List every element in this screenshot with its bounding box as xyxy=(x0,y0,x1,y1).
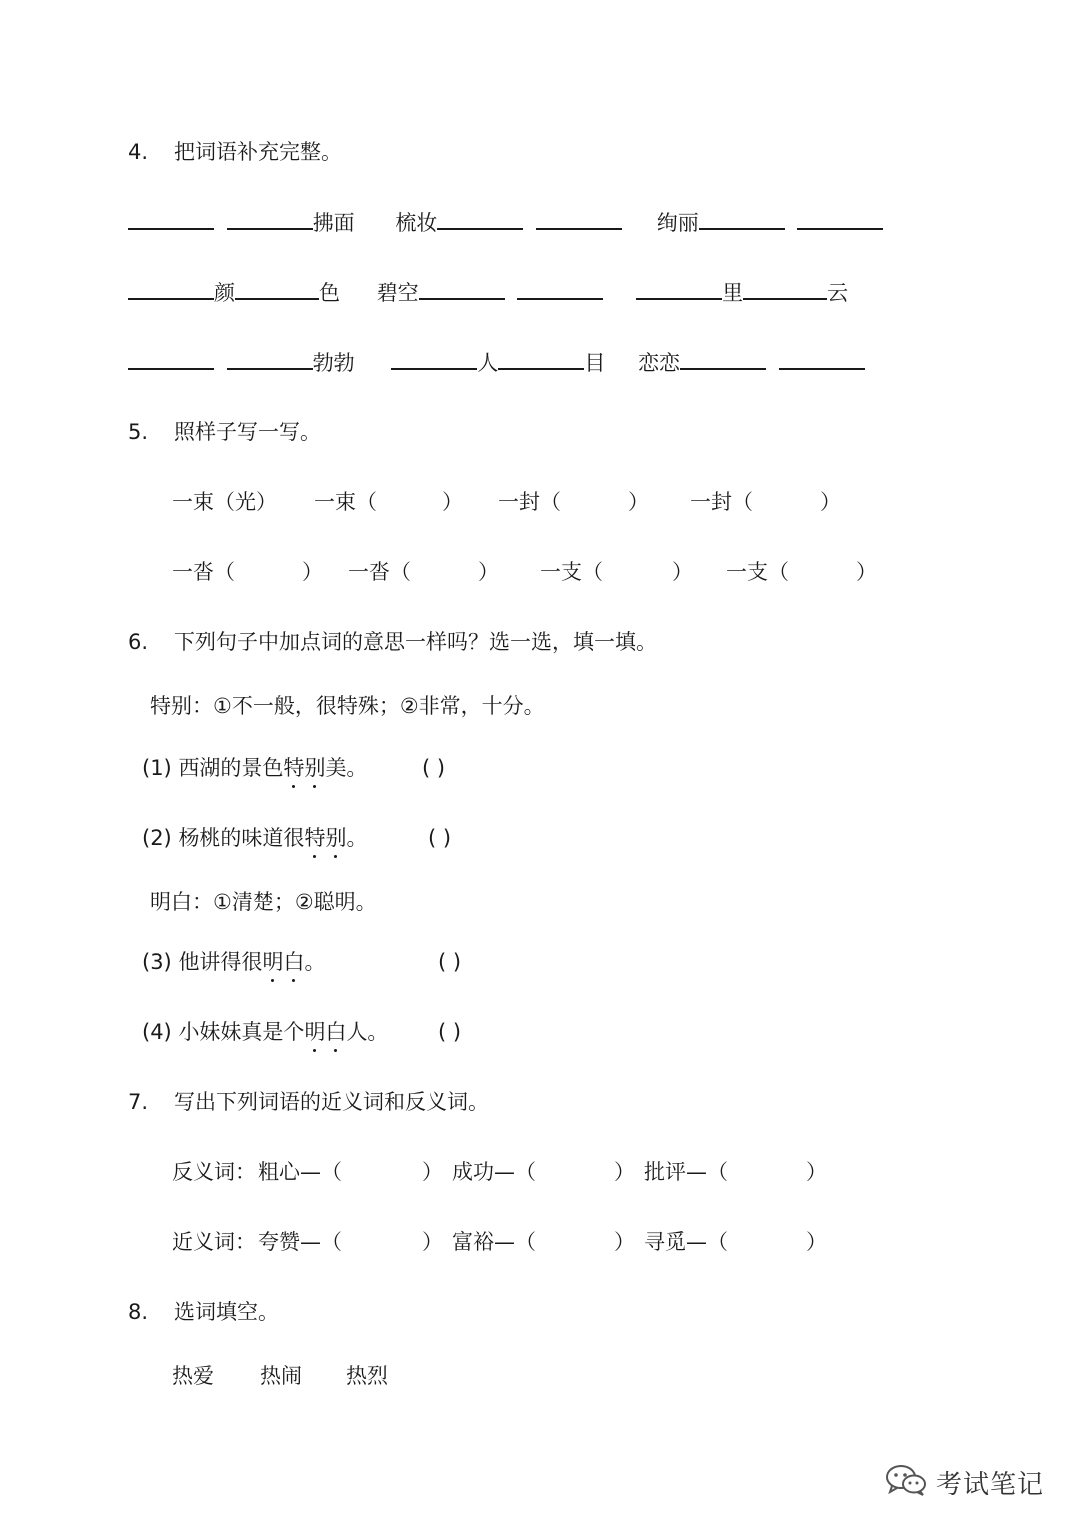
q5-item-open: 一束（ xyxy=(314,490,377,514)
answer-paren-close[interactable]: ） xyxy=(614,1160,635,1184)
q5-item-open: 一沓（ xyxy=(172,560,235,584)
q6-sentence-1 xyxy=(142,754,367,782)
word-text: 里 xyxy=(722,281,744,305)
sentence-text: 小妹妹真是个 xyxy=(178,1020,305,1044)
q7-item-open: 批评—（ xyxy=(644,1160,728,1184)
answer-paren-close[interactable]: ） xyxy=(856,560,877,584)
q5-item-open: 一封（ xyxy=(690,490,753,514)
fill-blank[interactable] xyxy=(227,208,313,230)
word-text: 色 xyxy=(319,281,340,305)
sentence-number: (1) xyxy=(142,756,172,780)
answer-paren[interactable]: ( ) xyxy=(438,950,462,974)
q4-title: 把词语补充完整。 xyxy=(174,140,342,164)
answer-paren-close[interactable]: ） xyxy=(806,1230,827,1254)
answer-paren[interactable]: ( ) xyxy=(422,756,446,780)
answer-paren-close[interactable]: ） xyxy=(628,490,649,514)
word-choice: 热闹 xyxy=(260,1364,302,1388)
q6-title: 下列句子中加点词的意思一样吗？选一选，填一填。 xyxy=(174,630,657,654)
word-text: 恋恋 xyxy=(638,351,681,375)
q5-number: 5. xyxy=(128,420,149,444)
sentence-text: 。 xyxy=(346,826,368,850)
fill-blank[interactable] xyxy=(128,208,214,230)
word-text: 绚丽 xyxy=(656,211,699,235)
q8-number: 8. xyxy=(128,1300,149,1324)
q6-definition-mingbai: 明白：①清楚；②聪明。 xyxy=(150,890,377,914)
answer-paren-close[interactable]: ） xyxy=(672,560,693,584)
dotted-char: 别 xyxy=(304,756,326,780)
q4-row1 xyxy=(128,208,883,237)
fill-blank[interactable] xyxy=(235,278,319,300)
antonym-label: 反义词： xyxy=(172,1160,256,1184)
word-text: 目 xyxy=(584,351,606,375)
fill-blank[interactable] xyxy=(699,208,785,230)
q6-number: 6. xyxy=(128,630,149,654)
word-text: 人 xyxy=(477,351,499,375)
fill-blank[interactable] xyxy=(536,208,622,230)
word-choice: 热烈 xyxy=(346,1364,388,1388)
word-text: 梳妆 xyxy=(395,211,438,235)
dotted-char: 白 xyxy=(325,1020,347,1044)
q5-item-open: 一支（ xyxy=(726,560,789,584)
q6-sentence-3 xyxy=(142,948,325,976)
answer-paren-close[interactable]: ） xyxy=(820,490,841,514)
answer-paren[interactable]: ( ) xyxy=(428,826,452,850)
fill-blank[interactable] xyxy=(128,348,214,370)
answer-paren-close[interactable]: ） xyxy=(302,560,323,584)
q7-item-open: 夸赞—（ xyxy=(258,1230,342,1254)
fill-blank[interactable] xyxy=(419,278,505,300)
fill-blank[interactable] xyxy=(227,348,313,370)
sentence-text: 。 xyxy=(304,950,326,974)
watermark xyxy=(884,1462,1044,1502)
q6-sentence-2 xyxy=(142,824,367,852)
sentence-number: (4) xyxy=(142,1020,172,1044)
q5-item-open: 一沓（ xyxy=(348,560,411,584)
fill-blank[interactable] xyxy=(517,278,603,300)
answer-paren-close[interactable]: ） xyxy=(614,1230,635,1254)
dotted-char: 特 xyxy=(304,826,326,850)
answer-paren-close[interactable]: ） xyxy=(806,1160,827,1184)
q8-title: 选词填空。 xyxy=(174,1300,279,1324)
sentence-text: 美。 xyxy=(325,756,368,780)
q6-definition-tebie: 特别：①不一般，很特殊；②非常，十分。 xyxy=(150,694,545,718)
q7-item-open: 寻觅—（ xyxy=(644,1230,728,1254)
fill-blank[interactable] xyxy=(797,208,883,230)
q5-item-open: 一支（ xyxy=(540,560,603,584)
answer-paren-close[interactable]: ） xyxy=(442,490,463,514)
dotted-char: 别 xyxy=(325,826,347,850)
fill-blank[interactable] xyxy=(498,348,584,370)
word-text: 拂面 xyxy=(312,211,355,235)
q5-title: 照样子写一写。 xyxy=(174,420,321,444)
q7-item-open: 粗心—（ xyxy=(258,1160,342,1184)
q5-item-open: 一封（ xyxy=(498,490,561,514)
dotted-char: 白 xyxy=(283,950,305,974)
q6-sentence-4 xyxy=(142,1018,388,1046)
fill-blank[interactable] xyxy=(128,278,214,300)
word-text: 碧空 xyxy=(376,281,419,305)
fill-blank[interactable] xyxy=(636,278,722,300)
q5-example: 一束（光） xyxy=(172,490,277,514)
fill-blank[interactable] xyxy=(680,348,766,370)
answer-paren-close[interactable]: ） xyxy=(422,1230,443,1254)
sentence-number: (2) xyxy=(142,826,172,850)
answer-paren[interactable]: ( ) xyxy=(438,1020,462,1044)
sentence-text: 人。 xyxy=(346,1020,389,1044)
fill-blank[interactable] xyxy=(743,278,827,300)
word-choice: 热爱 xyxy=(172,1364,214,1388)
sentence-text: 西湖的景色 xyxy=(178,756,284,780)
dotted-char: 明 xyxy=(262,950,284,974)
word-text: 颜 xyxy=(214,281,235,305)
q7-number: 7. xyxy=(128,1090,149,1114)
answer-paren-close[interactable]: ） xyxy=(422,1160,443,1184)
fill-blank[interactable] xyxy=(391,348,477,370)
answer-paren-close[interactable]: ） xyxy=(478,560,499,584)
q7-item-open: 富裕—（ xyxy=(452,1230,536,1254)
fill-blank[interactable] xyxy=(437,208,523,230)
q7-title: 写出下列词语的近义词和反义词。 xyxy=(174,1090,489,1114)
q4-row3 xyxy=(128,348,865,377)
word-text: 云 xyxy=(827,281,849,305)
q4-number: 4. xyxy=(128,140,149,164)
fill-blank[interactable] xyxy=(779,348,865,370)
sentence-text: 杨桃的味道很 xyxy=(178,826,305,850)
watermark-text: 考试笔记 xyxy=(936,1469,1045,1500)
sentence-text: 他讲得很 xyxy=(178,950,263,974)
dotted-char: 特 xyxy=(283,756,305,780)
sentence-number: (3) xyxy=(142,950,172,974)
synonym-label: 近义词： xyxy=(172,1230,256,1254)
dotted-char: 明 xyxy=(304,1020,326,1044)
wechat-icon xyxy=(884,1462,928,1503)
q4-row2 xyxy=(128,278,848,307)
word-text: 勃勃 xyxy=(312,351,355,375)
q7-item-open: 成功—（ xyxy=(452,1160,536,1184)
